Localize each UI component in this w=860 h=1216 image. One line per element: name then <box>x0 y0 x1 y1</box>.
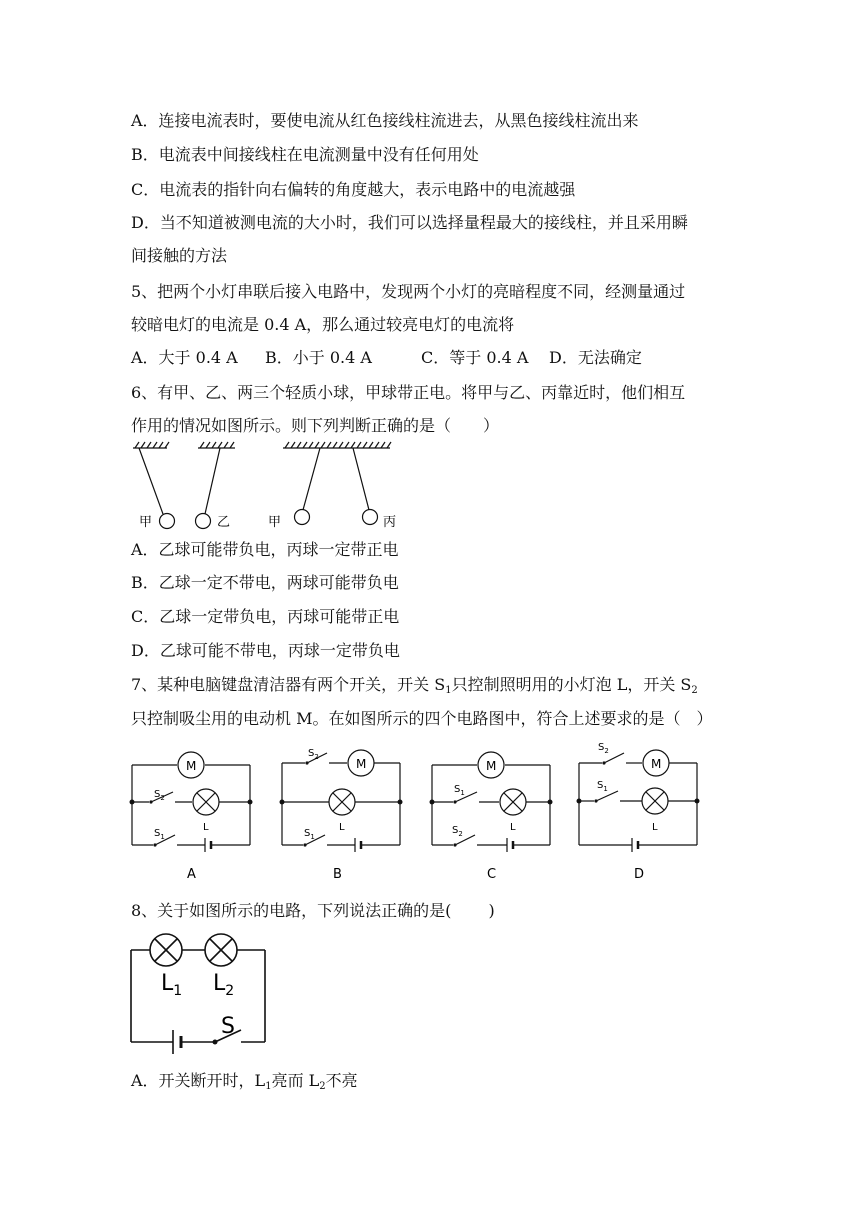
q4-option-d-line2: 间接触的方法 <box>131 246 228 265</box>
motor-label: M <box>186 759 197 773</box>
motor-label: M <box>356 757 367 771</box>
q7-stem-line1: 7、某种电脑键盘清洁器有两个开关，开关 $S_1$只控制照明用的小灯泡 L，开关 $S_2$ <box>131 675 698 696</box>
q7-circuit-c <box>425 745 560 885</box>
q6-ball-figure <box>125 440 415 535</box>
s2-label: $S_2$ <box>598 742 609 755</box>
label-bing: 丙 <box>383 515 397 530</box>
ball-yi <box>196 514 211 529</box>
q6-option-c: C．乙球一定带负电，丙球可能带正电 <box>131 607 400 626</box>
q5-option-a: A．大于 0.4 A <box>131 348 238 367</box>
s1-label: $S_1$ <box>154 828 165 841</box>
q5-option-c: C．等于 0.4 A <box>421 348 529 367</box>
q6-stem-line1: 6、有甲、乙、两三个轻质小球，甲球带正电。将甲与乙、丙靠近时，他们相互 <box>131 383 686 402</box>
l2-label: $L_2$ <box>213 971 235 999</box>
lamp-label: L <box>203 822 209 833</box>
circuit-label-c: C <box>487 867 497 882</box>
q5-stem-line2: 较暗电灯的电流是 0.4 A，那么通过较亮电灯的电流将 <box>131 315 515 334</box>
ball-jia-2 <box>295 510 310 525</box>
motor-label: M <box>651 757 662 771</box>
ceiling-1 <box>133 442 169 448</box>
label-jia-2: 甲 <box>268 515 282 530</box>
lamp-label: L <box>510 822 516 833</box>
ball-jia-1 <box>160 514 175 529</box>
label-yi: 乙 <box>217 515 231 530</box>
threads <box>139 448 369 514</box>
q6-option-a: A．乙球可能带负电，丙球一定带正电 <box>131 540 399 559</box>
q8-option-a: A．开关断开时，$L_1$亮而 $L_2$不亮 <box>131 1071 358 1092</box>
label-jia-1: 甲 <box>139 515 153 530</box>
q4-option-c: C．电流表的指针向右偏转的角度越大，表示电路中的电流越强 <box>131 180 576 199</box>
ceiling-3 <box>283 442 391 448</box>
ball-bing <box>363 510 378 525</box>
lamp-label: L <box>652 822 658 833</box>
switch-label: S <box>221 1014 235 1039</box>
s2-label: $S_2$ <box>308 748 319 761</box>
circuit-label-b: B <box>333 867 342 882</box>
q6-option-d: D．乙球可能不带电，丙球一定带负电 <box>131 641 400 660</box>
q4-option-b: B．电流表中间接线柱在电流测量中没有任何用处 <box>131 145 479 164</box>
q4-option-d-line1: D．当不知道被测电流的大小时，我们可以选择量程最大的接线柱，并且采用瞬 <box>131 213 688 232</box>
s1-label: $S_1$ <box>597 780 608 793</box>
q5-option-d: D．无法确定 <box>549 348 642 367</box>
q5-stem-line1: 5、把两个小灯串联后接入电路中，发现两个小灯的亮暗程度不同，经测量通过 <box>131 282 686 301</box>
q7-stem-line2: 只控制吸尘用的电动机 M。在如图所示的四个电路图中，符合上述要求的是（ ） <box>131 709 713 728</box>
q7-circuit-b <box>275 745 410 885</box>
s2-label: $S_2$ <box>452 825 463 838</box>
s1-label: $S_1$ <box>454 784 465 797</box>
s2-label: $S_2$ <box>154 789 165 802</box>
q4-option-a: A．连接电流表时，要使电流从红色接线柱流进去，从黑色接线柱流出来 <box>131 111 639 130</box>
q6-stem-line2: 作用的情况如图所示。则下列判断正确的是（ ） <box>131 416 500 435</box>
q5-option-b: B．小于 0.4 A <box>265 348 372 367</box>
circuit-label-a: A <box>187 867 196 882</box>
q8-stem: 8、关于如图所示的电路，下列说法正确的是( ) <box>131 901 495 920</box>
circuit-label-d: D <box>634 867 645 882</box>
motor-label: M <box>486 759 497 773</box>
ceiling-2 <box>198 442 235 448</box>
lamp-label: L <box>339 822 345 833</box>
q7-circuit-d <box>572 738 707 885</box>
q6-option-b: B．乙球一定不带电，两球可能带负电 <box>131 573 399 592</box>
l1-label: $L_1$ <box>161 971 183 999</box>
q8-circuit-figure <box>125 930 275 1060</box>
s1-label: $S_1$ <box>304 828 315 841</box>
q5-options <box>131 348 642 368</box>
q7-circuit-a <box>125 745 260 885</box>
